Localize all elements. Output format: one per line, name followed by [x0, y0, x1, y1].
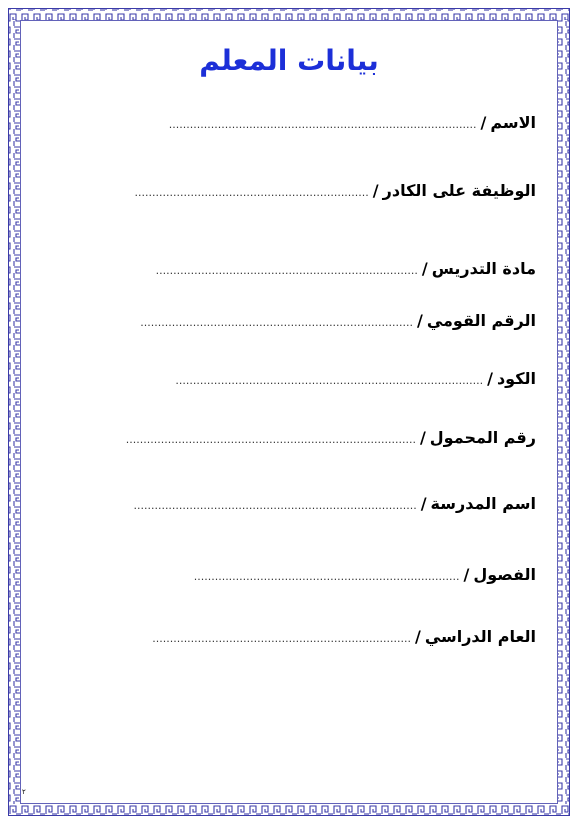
field-label: الوظيفة على الكادر	[382, 181, 536, 200]
field-dotted-line: ........................................................................................	[175, 374, 484, 387]
field-school-name	[133, 494, 536, 513]
field-separator: /	[420, 494, 427, 513]
field-label: الاسم	[490, 113, 536, 132]
field-label: اسم المدرسة	[430, 494, 536, 513]
page-title: بيانات المعلم	[199, 44, 379, 77]
field-separator: /	[416, 311, 423, 330]
field-label: الكود	[496, 369, 536, 388]
field-separator: /	[463, 565, 470, 584]
field-label: مادة التدريس	[431, 259, 536, 278]
field-dotted-line: ..........................................................................	[152, 632, 411, 645]
field-separator: /	[372, 181, 379, 200]
field-classes	[194, 565, 536, 584]
field-separator: /	[414, 627, 421, 646]
field-teaching-subject	[156, 259, 536, 278]
field-job-title	[135, 181, 536, 200]
field-label: الفصول	[473, 565, 536, 584]
page-number: ٢	[22, 788, 26, 796]
field-label: الرقم القومي	[426, 311, 536, 330]
field-dotted-line: ...................................................................	[134, 186, 369, 199]
field-code	[175, 369, 536, 388]
field-label: رقم المحمول	[429, 428, 536, 447]
field-dotted-line: ...........................................................................	[155, 264, 418, 277]
field-separator: /	[421, 259, 428, 278]
field-dotted-line: ............................................................................	[193, 570, 460, 583]
field-national-id	[140, 311, 536, 330]
field-dotted-line: ..............................................................................	[140, 316, 413, 329]
field-label: العام الدراسي	[424, 627, 536, 646]
field-mobile-number	[126, 428, 536, 447]
field-dotted-line: .................................................................................	[133, 499, 417, 512]
field-name	[169, 113, 536, 132]
field-separator: /	[480, 113, 487, 132]
field-dotted-line: ........................................................................................	[168, 118, 477, 131]
field-separator: /	[419, 428, 426, 447]
field-dotted-line: ...................................................................................	[125, 433, 416, 446]
field-separator: /	[487, 369, 493, 388]
field-academic-year	[152, 627, 536, 646]
